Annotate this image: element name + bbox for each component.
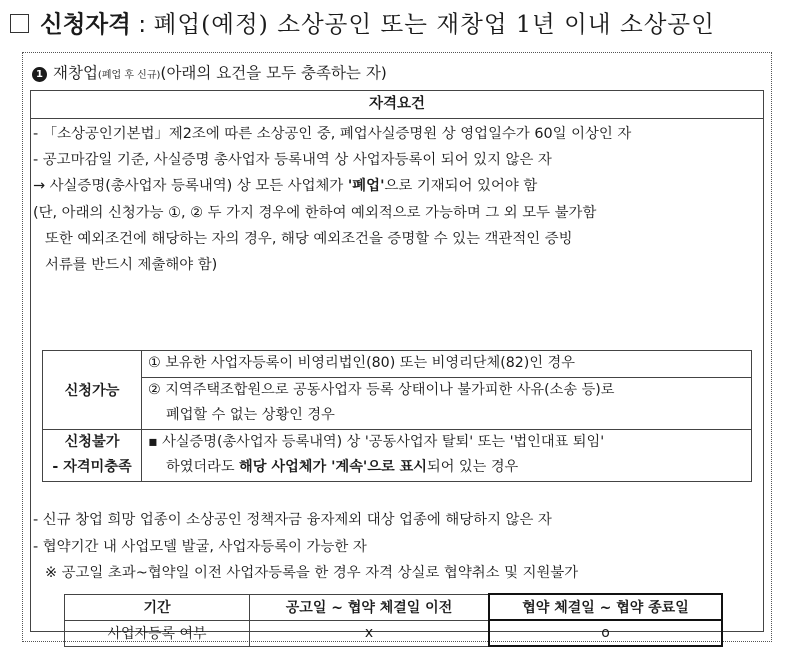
additional-requirements — [31, 507, 763, 587]
requirement-line: 또한 예외조건에 해당하는 자의 경우, 해당 예외조건을 증명할 수 있는 객관적인 증빙 — [45, 230, 573, 247]
table-cell — [142, 429, 752, 481]
requirement-text: 으로 기재되어 있어야 함 — [384, 178, 538, 195]
row-label: 사업자등록 여부 — [65, 620, 250, 646]
denied-label-line: 신청불가 — [64, 433, 120, 450]
title-bold: 신청자격 — [40, 10, 131, 38]
column-header: 공고일 ~ 협약 체결일 이전 — [250, 594, 490, 620]
requirements-header: 자격요건 — [31, 91, 763, 119]
title-colon: : — [130, 10, 154, 38]
denied-label-line: - 자격미충족 — [52, 459, 132, 475]
denied-text: 되어 있는 경우 — [427, 459, 519, 475]
denied-item: ▪ 사실증명(총사업자 등록내역) 상 '공동사업자 탈퇴' 또는 '법인대표 퇴임' — [148, 433, 605, 450]
requirements-list — [31, 121, 763, 278]
exceptions-table — [42, 350, 752, 482]
numbered-bullet-icon: 1 — [32, 67, 47, 82]
requirements-box — [30, 90, 764, 642]
section-title — [10, 4, 785, 44]
requirement-line: (단, 아래의 신청가능 ①, ② 두 가지 경우에 한하여 예외적으로 가능하며 그 외 모두 불가함 — [33, 204, 597, 221]
allowed-item-1: ① 보유한 사업자등록이 비영리법인(80) 또는 비영리단체(82)인 경우 — [148, 355, 575, 371]
denied-label — [43, 429, 142, 481]
allowed-label: 신청가능 — [43, 351, 142, 430]
requirement-line: - 「소상공인기본법」제2조에 따른 소상공인 중, 폐업사실증명원 상 영업일수가 60일 이상인 자 — [33, 126, 632, 142]
column-header: 협약 체결일 ~ 협약 종료일 — [489, 594, 722, 620]
table-row — [43, 377, 752, 429]
requirement-line: 서류를 반드시 제출해야 함) — [45, 256, 218, 273]
table-cell — [142, 351, 752, 378]
table-cell: x — [250, 620, 490, 646]
checkbox-square-icon — [10, 14, 29, 33]
allowed-item-2: ② 지역주택조합원으로 공동사업자 등록 상태이나 불가피한 사유(소송 등)로 — [148, 381, 615, 398]
table-header-row — [65, 594, 723, 620]
table-row — [65, 620, 723, 646]
denied-emphasis: 해당 사업체가 '계속'으로 표시 — [239, 459, 428, 475]
heading-label: 재창업 — [53, 64, 98, 82]
requirement-line: - 협약기간 내 사업모델 발굴, 사업자등록이 가능한 자 — [33, 538, 367, 555]
closed-emphasis: '폐업' — [347, 178, 385, 195]
requirement-line: - 공고마감일 기준, 사실증명 총사업자 등록내역 상 사업자등록이 되어 있지 않은 자 — [33, 152, 552, 169]
table-cell — [142, 377, 752, 429]
title-rest: 폐업(예정) 소상공인 또는 재창업 1년 이내 소상공인 — [153, 10, 715, 38]
heading-small-note: (폐업 후 신규) — [97, 70, 161, 81]
heading-desc: (아래의 요건을 모두 충족하는 자) — [160, 64, 387, 82]
table-row — [43, 351, 752, 378]
denied-text: 하였더라도 — [166, 459, 240, 475]
requirement-note: ※ 공고일 초과~협약일 이전 사업자등록을 한 경우 자격 상실로 협약취소 및 지원불가 — [45, 565, 579, 581]
requirement-line — [31, 173, 763, 199]
table-cell: o — [489, 620, 722, 646]
denied-item-cont — [148, 455, 745, 481]
column-header: 기간 — [65, 594, 250, 620]
eligibility-box — [22, 52, 772, 642]
allowed-item-2-cont: 폐업할 수 없는 상황인 경우 — [166, 407, 335, 423]
period-table — [64, 593, 723, 647]
requirement-text: → 사실증명(총사업자 등록내역) 상 모든 사업체가 — [33, 178, 348, 195]
table-row — [43, 429, 752, 481]
reopen-heading — [32, 61, 387, 88]
requirement-line: - 신규 창업 희망 업종이 소상공인 정책자금 융자제외 대상 업종에 해당하지 않은 자 — [33, 512, 552, 528]
